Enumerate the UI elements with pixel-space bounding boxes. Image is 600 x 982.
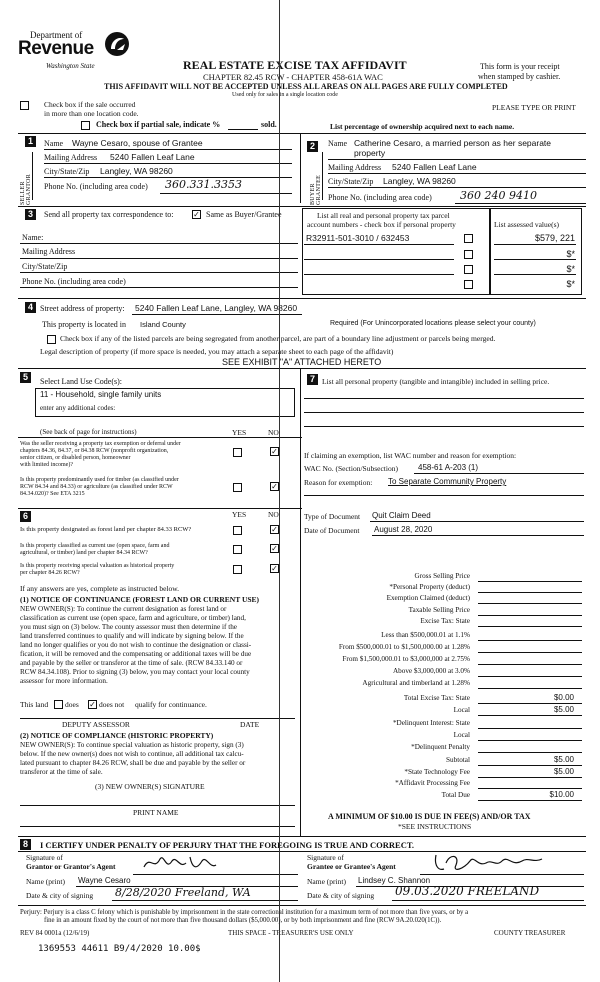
rule	[304, 259, 454, 260]
assessed-blank[interactable]: $*	[566, 249, 575, 259]
assessed-value[interactable]: $579, 221	[534, 233, 575, 243]
q-exemption-yes-checkbox[interactable]	[233, 448, 242, 457]
q-forest-land: Is this property designated as forest land per chapter 84.33 RCW?	[20, 526, 192, 533]
buyer-phone[interactable]: 360 240 9410	[460, 189, 537, 202]
multi-location-label-2: in more than one location code.	[44, 109, 139, 118]
corr-mailing-label: Mailing Address	[22, 247, 76, 256]
used-only-note: Used only for sales in a single location code	[232, 92, 338, 98]
rule	[304, 244, 454, 245]
partial-sale-checkbox[interactable]	[81, 121, 90, 130]
doc-date-label: Date of Document	[304, 526, 360, 535]
same-as-buyer-label: Same as Buyer/Grantee	[206, 210, 282, 219]
rate-line-1-field[interactable]	[478, 640, 582, 641]
seller-name[interactable]: Wayne Cesaro, spouse of Grantee	[72, 138, 203, 148]
revenue-logo-icon	[103, 30, 131, 58]
total-excise-local-label: Local	[453, 706, 470, 714]
dept-name: Revenue	[18, 38, 94, 59]
delinquent-interest-state-label: *Delinquent Interest: State	[392, 719, 470, 727]
taxable-selling-price-label: Taxable Selling Price	[408, 606, 470, 614]
doc-type-label: Type of Document	[304, 512, 361, 521]
sig-grantor-label-1: Signature of	[26, 853, 63, 862]
taxable-selling-price-field[interactable]	[478, 615, 582, 616]
personal-property-label: List all personal property (tangible and intangible) included in selling price.	[322, 377, 550, 386]
exemption-reason[interactable]: To Separate Community Property	[388, 477, 507, 486]
assessed-blank[interactable]: $*	[566, 279, 575, 289]
buyer-phone-label: Phone No. (including area code)	[328, 193, 432, 202]
grantee-signature[interactable]	[430, 849, 550, 875]
grantor-date-city[interactable]: 8/28/2020 Freeland, WA	[115, 886, 251, 899]
seller-city-label: City/State/Zip	[44, 167, 90, 176]
rate-line-3-label: From $1,500,000.01 to $3,000,000 at 2.75%	[342, 655, 470, 663]
buyer-city-label: City/State/Zip	[328, 177, 374, 186]
center-divider	[300, 368, 301, 836]
q-forest-no-checkbox[interactable]: ✓	[271, 525, 278, 534]
rule	[20, 243, 298, 244]
rule	[304, 398, 584, 399]
rule	[372, 535, 584, 536]
county[interactable]: Island County	[140, 320, 186, 329]
q-historic-yes-checkbox[interactable]	[233, 565, 242, 574]
rule	[18, 298, 586, 299]
grantee-date-city[interactable]: 09.03.2020 FREELAND	[395, 884, 540, 898]
q-exemption: Was the seller receiving a property tax exemption or deferral under chapters 84.36, 84.37, or 84.38 RCW (nonprofit organization, senior citizen, or disabled person, homeowner with limited income)?	[20, 441, 181, 468]
q-historic-no-checkbox[interactable]: ✓	[271, 564, 278, 573]
rule	[18, 206, 586, 207]
section-5-number: 5	[20, 372, 31, 383]
county-treasurer: COUNTY TREASURER	[494, 929, 566, 937]
notice1-text: NEW OWNER(S): To continue the current designation as forest land or classification as current use (open space, farm and agriculture, or timber) land, you must sign on (3) below. The county assessor must then determine if the land transferred continues to qualify and will indicate by signing below. If the land no longer qualifies or you do not wish to continue the designation or classi- fication, it will be removed and the compensating or additional taxes will be due and payable by the seller or transferor at the time of sale. (RCW 84.33.140 or RCW 84.34.108). Prior to signing (3) below, you may contact your local county assessor for more information.	[20, 605, 252, 685]
rule	[44, 163, 292, 164]
personal-property-checkbox[interactable]	[464, 265, 473, 274]
rate-line-5-field[interactable]	[478, 688, 582, 689]
rate-line-1-label: Less than $500,000.01 at 1.1%	[381, 631, 470, 639]
same-as-buyer-checkbox[interactable]: ✓	[193, 210, 200, 219]
sig-grantor-label-2: Grantor or Grantor's Agent	[26, 862, 116, 871]
required-note: Required (For Unincorporated locations please select your county)	[330, 320, 536, 327]
state-technology-fee-value[interactable]: $5.00	[553, 767, 574, 776]
rule	[494, 244, 576, 245]
claim-exemption-label: If claiming an exemption, list WAC number and reason for exemption:	[304, 451, 517, 460]
exhibit-reference[interactable]: SEE EXHIBIT "A" ATTACHED HERETO	[222, 357, 382, 367]
buyer-mailing[interactable]: 5240 Fallen Leaf Lane	[392, 162, 477, 172]
total-due-value[interactable]: $10.00	[549, 790, 574, 799]
total-due-label: Total Due	[441, 791, 470, 799]
total-excise-state-field[interactable]	[478, 703, 582, 704]
print-name-label: PRINT NAME	[133, 808, 179, 817]
no-header: NO	[268, 428, 279, 437]
rule	[18, 437, 302, 438]
grantor-name-label: Name (print)	[26, 877, 65, 886]
minimum-due-note: A MINIMUM OF $10.00 IS DUE IN FEE(S) AND/OR TAX	[328, 812, 531, 821]
does-not-label: does not	[99, 700, 125, 709]
perjury-text-1: Perjury: Perjury is a class C felony which is punishable by imprisonment in the state correctional institution for a maximum term of not more than five years, or by a	[20, 909, 469, 916]
street-address[interactable]: 5240 Fallen Leaf Lane, Langley, WA 98260	[135, 303, 298, 313]
doc-type[interactable]: Quit Claim Deed	[372, 511, 431, 520]
rule	[328, 159, 586, 160]
rule	[132, 314, 302, 315]
buyer-side-label: BUYER GRANTEE	[310, 174, 322, 205]
does-label: does	[65, 700, 79, 709]
rule	[304, 495, 584, 496]
buyer-mailing-label: Mailing Address	[328, 163, 382, 172]
warning-line: THIS AFFIDAVIT WILL NOT BE ACCEPTED UNLESS ALL AREAS ON ALL PAGES ARE FULLY COMPLETED	[104, 82, 508, 91]
rate-line-5-label: Agricultural and timberland at 1.28%	[362, 679, 470, 687]
rule	[18, 508, 302, 509]
corr-city-label: City/State/Zip	[22, 262, 68, 271]
multi-location-checkbox[interactable]	[20, 101, 29, 110]
assessor-sign-line[interactable]	[20, 718, 295, 719]
rule	[414, 473, 584, 474]
section-6-number: 6	[20, 511, 31, 522]
seller-name-label: Name	[44, 139, 64, 148]
q-current-use-no-checkbox[interactable]: ✓	[271, 544, 278, 553]
no-header: NO	[268, 510, 279, 519]
rule	[304, 274, 454, 275]
seller-side-label: SELLER GRANTOR	[20, 174, 32, 205]
section-7-number: 7	[307, 374, 318, 385]
section-3-number: 3	[25, 209, 36, 220]
exemption-claimed-label: Exemption Claimed (deduct)	[386, 594, 470, 602]
parcel-number[interactable]: R32911-501-3010 / 632453	[306, 233, 410, 243]
total-excise-local-field[interactable]	[478, 715, 582, 716]
new-owner-sig-label: (3) NEW OWNER(S) SIGNATURE	[95, 782, 205, 791]
treasurer-space: THIS SPACE - TREASURER'S USE ONLY	[228, 929, 354, 937]
delinquent-interest-local-label: Local	[453, 731, 470, 739]
certify-statement: I CERTIFY UNDER PENALTY OF PERJURY THAT THE FOREGOING IS TRUE AND CORRECT.	[40, 840, 415, 850]
grantor-date-label: Date & city of signing	[26, 891, 94, 900]
rule	[18, 836, 586, 837]
rule	[20, 272, 298, 273]
rev-number: REV 84 0001a (12/6/19)	[20, 929, 90, 937]
deputy-assessor-label: DEPUTY ASSESSOR	[62, 720, 130, 729]
reason-label: Reason for exemption:	[304, 478, 373, 487]
rate-line-2-label: From $500,000.01 to $1,500,000.00 at 1.28%	[338, 643, 470, 651]
personal-property-deduct-label: *Personal Property (deduct)	[389, 583, 470, 591]
partial-percent-line[interactable]	[228, 129, 258, 130]
rule	[328, 187, 586, 188]
personal-property-checkbox[interactable]	[464, 250, 473, 259]
corr-name-label: Name:	[22, 233, 44, 242]
section-4-number: 4	[25, 302, 36, 313]
legal-desc-label: Legal description of property (if more space is needed, you may attach a separate sheet to each page of the affidavit)	[40, 347, 394, 356]
seller-mailing-label: Mailing Address	[44, 153, 98, 162]
additional-codes-label: enter any additional codes:	[40, 404, 116, 412]
seller-phone-label: Phone No. (including area code)	[44, 182, 148, 191]
rule	[20, 258, 298, 259]
rule	[494, 274, 576, 275]
new-owner-sign-line[interactable]	[20, 805, 295, 806]
gross-selling-price-field[interactable]	[478, 581, 582, 582]
delinquent-penalty-label: *Delinquent Penalty	[411, 743, 470, 751]
q-exemption-no-checkbox[interactable]: ✓	[271, 447, 278, 456]
rate-line-3-field[interactable]	[478, 664, 582, 665]
rule	[328, 173, 586, 174]
subtotal-field[interactable]	[478, 765, 582, 766]
affidavit-processing-fee-label: *Affidavit Processing Fee	[395, 779, 470, 787]
seller-side-rule	[32, 152, 33, 200]
grantee-name[interactable]: Lindsey C. Shannon	[358, 876, 431, 885]
rule	[304, 412, 584, 413]
total-excise-state-value[interactable]: $0.00	[553, 693, 574, 702]
rate-line-2-field[interactable]	[478, 652, 582, 653]
delinquent-interest-state-field[interactable]	[478, 728, 582, 729]
rule	[494, 259, 576, 260]
yes-header: YES	[232, 428, 247, 437]
q-current-use: Is this property classified as current use (open space, farm and agricultural, or timber) land per chapter 84.34 RCW?	[20, 543, 170, 556]
street-label: Street address of property:	[40, 304, 125, 313]
section-1-number: 1	[25, 136, 36, 147]
rule-top	[18, 133, 586, 134]
corr-phone-label: Phone No. (including area code)	[22, 277, 126, 286]
parcel-header-1: List all real and personal property tax parcel	[317, 211, 450, 220]
see-back-label: (See back of page for instructions)	[40, 428, 137, 436]
grantee-date-label: Date & city of signing	[307, 891, 375, 900]
notice2-text: NEW OWNER(S): To continue special valuation as historic property, sign (3) below. If the new owner(s) does not wish to continue, all additional tax calcu- lated pursuant to chapter 84.26 RCW, shall be due and payable by the seller or transferor at the time of sale.	[20, 741, 246, 776]
dept-top: Department of	[30, 30, 83, 40]
buyer-city[interactable]: Langley, WA 98260	[383, 176, 456, 186]
q-historic: Is this property receiving special valuation as historical property per chapter 84.26 RCW?	[20, 563, 175, 576]
print-name-line[interactable]	[20, 826, 295, 827]
assessed-header: List assessed value(s)	[494, 220, 559, 229]
located-label: This property is located in	[42, 320, 126, 329]
multi-location-label-1: Check box if the sale occurred	[44, 100, 136, 109]
grantee-name-label: Name (print)	[307, 877, 346, 886]
partial-sold-label: sold.	[261, 120, 277, 129]
buyer-name-1[interactable]: Catherine Cesaro, a married person as her separate	[354, 138, 552, 148]
form-title: REAL ESTATE EXCISE TAX AFFIDAVIT	[183, 58, 407, 72]
rule	[112, 900, 298, 901]
grantor-sign-line[interactable]	[133, 874, 298, 875]
rate-line-4-label: Above $3,000,000 at 3.0%	[392, 667, 470, 675]
affidavit-processing-fee-field[interactable]	[478, 788, 582, 789]
q-timber: Is this property predominantly used for timber (as classified under RCW 84.34 and 84.33) or agriculture (as classified under RCW 84.34.020)? See ETA 3215	[20, 477, 179, 497]
personal-property-checkbox[interactable]	[464, 234, 473, 243]
rule	[370, 521, 584, 522]
rule	[304, 426, 584, 427]
receipt-line-1: This form is your receipt	[480, 62, 560, 71]
grantor-name[interactable]: Wayne Cesaro	[78, 876, 131, 885]
grantee-sign-line[interactable]	[420, 874, 584, 875]
total-excise-state-label: Total Excise Tax: State	[403, 694, 470, 702]
if-any-yes: If any answers are yes, complete as instructed below.	[20, 584, 180, 593]
chapter: CHAPTER 82.45 RCW - CHAPTER 458-61A WAC	[203, 72, 383, 82]
seller-phone[interactable]: 360.331.3353	[165, 178, 242, 191]
buyer-name-2[interactable]: property	[354, 148, 386, 158]
grantor-signature[interactable]	[140, 851, 250, 875]
perjury-text-2: fine in an amount fixed by the court of not more than five thousand dollars ($5,000.00), or by both imprisonment and fine (RCW 9A.20.020(1C)).	[44, 917, 442, 924]
see-instructions: *SEE INSTRUCTIONS	[398, 822, 472, 831]
personal-property-deduct-field[interactable]	[478, 592, 582, 593]
dept-state: Washington State	[46, 62, 95, 70]
rule	[44, 149, 292, 150]
total-due-field[interactable]	[478, 800, 582, 801]
land-use-code[interactable]: 11 - Household, single family units	[40, 390, 162, 399]
qualify-label: qualify for continuance.	[135, 700, 207, 709]
q-forest-yes-checkbox[interactable]	[233, 526, 242, 535]
rule	[18, 905, 586, 906]
divider	[300, 133, 301, 203]
excise-tax-state-field[interactable]	[478, 626, 582, 627]
rule	[160, 193, 292, 194]
subtotal-label: Subtotal	[446, 756, 470, 764]
wac-label: WAC No. (Section/Subsection)	[304, 464, 398, 473]
delinquent-penalty-field[interactable]	[478, 752, 582, 753]
buyer-name-label: Name	[328, 139, 348, 148]
section-8-number: 8	[20, 839, 31, 850]
doc-date[interactable]: August 28, 2020	[374, 525, 433, 534]
wac-number[interactable]: 458-61 A-203 (1)	[418, 463, 479, 472]
delinquent-interest-local-field[interactable]	[478, 740, 582, 741]
parcel-header-2: account numbers - check box if personal property	[307, 220, 456, 229]
yes-header: YES	[232, 510, 247, 519]
does-checkbox[interactable]	[54, 700, 63, 709]
type-or-print: PLEASE TYPE OR PRINT	[492, 103, 576, 112]
rule	[20, 287, 298, 288]
section-2-number: 2	[307, 141, 318, 152]
assessed-blank[interactable]: $*	[566, 264, 575, 274]
partial-sale-label: Check box if partial sale, indicate %	[96, 120, 221, 129]
rate-line-4-field[interactable]	[478, 676, 582, 677]
q-timber-no-checkbox[interactable]: ✓	[271, 482, 278, 491]
state-technology-fee-field[interactable]	[478, 777, 582, 778]
notice1-title: (1) NOTICE OF CONTINUANCE (FOREST LAND OR CURRENT USE)	[20, 595, 260, 604]
rule	[392, 900, 584, 901]
sig-grantee-label-2: Grantee or Grantee's Agent	[307, 862, 396, 871]
exemption-claimed-field[interactable]	[478, 603, 582, 604]
q-timber-yes-checkbox[interactable]	[233, 483, 242, 492]
land-use-label: Select Land Use Code(s):	[40, 377, 122, 386]
gross-selling-price-label: Gross Selling Price	[414, 572, 470, 580]
q-current-use-yes-checkbox[interactable]	[233, 545, 242, 554]
excise-tax-state-label: Excise Tax: State	[420, 617, 470, 625]
rule	[18, 368, 586, 369]
total-excise-local-value[interactable]: $5.00	[553, 705, 574, 714]
subtotal-value[interactable]: $5.00	[553, 755, 574, 764]
buyer-side-rule	[322, 152, 323, 200]
scan-fold-line	[279, 0, 280, 982]
segregated-checkbox[interactable]	[47, 335, 56, 344]
notice2-title: (2) NOTICE OF COMPLIANCE (HISTORIC PROPERTY)	[20, 731, 214, 740]
seller-city[interactable]: Langley, WA 98260	[100, 166, 173, 176]
ownership-note: List percentage of ownership acquired next to each name.	[330, 122, 515, 131]
seller-mailing[interactable]: 5240 Fallen Leaf Lane	[110, 152, 195, 162]
treasurer-stamp: 1369553 44611 B9/4/2020 10.00$	[38, 944, 201, 954]
does-not-checkbox[interactable]: ✓	[89, 700, 96, 709]
receipt-line-2: when stamped by cashier.	[478, 72, 561, 81]
send-correspondence-label: Send all property tax correspondence to:	[44, 210, 174, 219]
date-label: DATE	[240, 720, 260, 729]
this-land-label: This land	[20, 700, 49, 709]
personal-property-checkbox[interactable]	[464, 280, 473, 289]
state-technology-fee-label: *State Technology Fee	[404, 768, 470, 776]
sig-grantee-label-1: Signature of	[307, 853, 344, 862]
rule	[455, 203, 586, 204]
segregated-label: Check box if any of the listed parcels are being segregated from another parcel, are part of a boundary line adjustment or parcels being merged.	[60, 334, 496, 343]
